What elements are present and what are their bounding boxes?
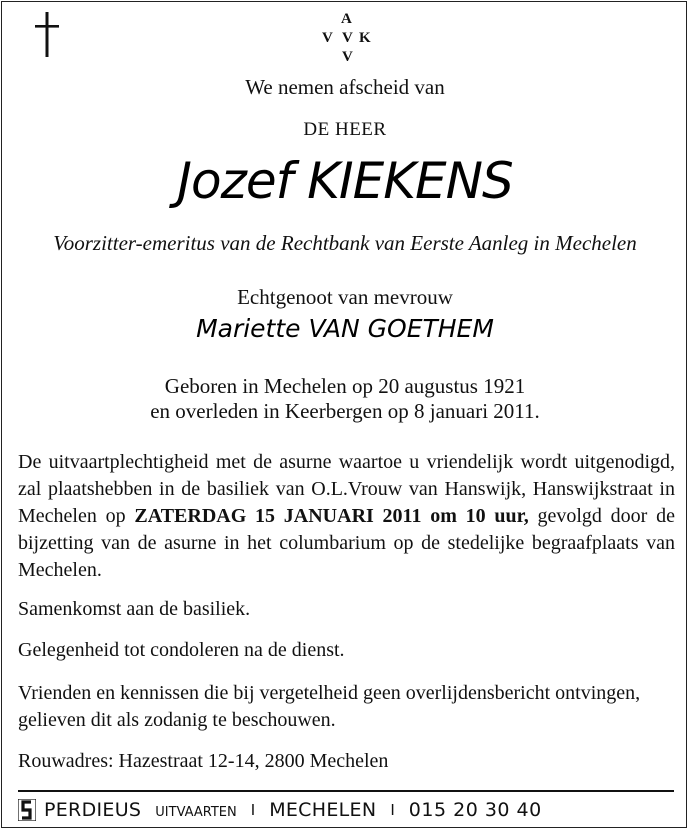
obituary-notice <box>1 1 687 828</box>
birth-line: Geboren in Mechelen op 20 augustus 1921 <box>164 374 526 398</box>
footer-separator: I <box>390 801 395 819</box>
ceremony-text-after: gevolgd door de bijzetting van de asurne in het columbarium op de stedelijke begraafplaats van Mechelen. <box>18 505 675 581</box>
vvk-emblem <box>314 12 380 68</box>
ceremony-date-highlight: ZATERDAG 15 JANUARI 2011 om 10 uur, <box>134 505 529 527</box>
latin-cross-icon <box>35 12 59 57</box>
spouse-name: Mariette VAN GOETHEM <box>196 314 494 343</box>
vvk-letter-middle: V <box>342 30 353 46</box>
mourning-address: Rouwadres: Hazestraat 12-14, 2800 Mechelen <box>18 750 389 772</box>
vvk-letter-bottom: V <box>342 49 353 65</box>
funeral-home-phone: 015 20 30 40 <box>408 799 542 821</box>
spouse-label: Echtgenoot van mevrouw <box>237 285 453 309</box>
funeral-home-city: MECHELEN <box>269 799 377 821</box>
footer-separator: I <box>250 801 256 819</box>
vvk-letter-right: K <box>359 30 371 46</box>
ceremony-paragraph <box>18 449 675 584</box>
funeral-home-footer <box>18 797 674 823</box>
friends-paragraph: Vrienden en kennissen die bij vergetelheid geen overlijdensbericht ontvingen, gelieven dit als zodanig te beschouwen. <box>18 682 641 731</box>
funeral-home-brand: PERDIEUS <box>44 799 142 821</box>
condolence-paragraph: Gelegenheid tot condoleren na de dienst. <box>18 639 345 661</box>
vvk-letter-top: A <box>341 11 352 27</box>
meeting-paragraph: Samenkomst aan de basiliek. <box>18 598 251 620</box>
deceased-name: Jozef KIEKENS <box>177 152 513 210</box>
perdieus-logo-icon <box>18 799 36 821</box>
death-line: en overleden in Keerbergen op 8 januari 2011. <box>150 399 540 423</box>
footer-divider <box>18 790 674 792</box>
deceased-role: Voorzitter-emeritus van de Rechtbank van Eerste Aanleg in Mechelen <box>53 231 637 255</box>
funeral-home-service: uitvaarten <box>155 799 237 821</box>
ceremony-text-before: De uitvaartplechtigheid met de asurne waartoe u vriendelijk wordt uitgenodigd, zal plaatshebben in de basiliek van O.L.Vrouw van Hanswijk, Hanswijkstraat in Mechelen op <box>18 451 675 527</box>
vvk-letter-left: V <box>322 30 333 46</box>
honorific: DE HEER <box>303 119 387 140</box>
intro-line: We nemen afscheid van <box>245 75 445 99</box>
